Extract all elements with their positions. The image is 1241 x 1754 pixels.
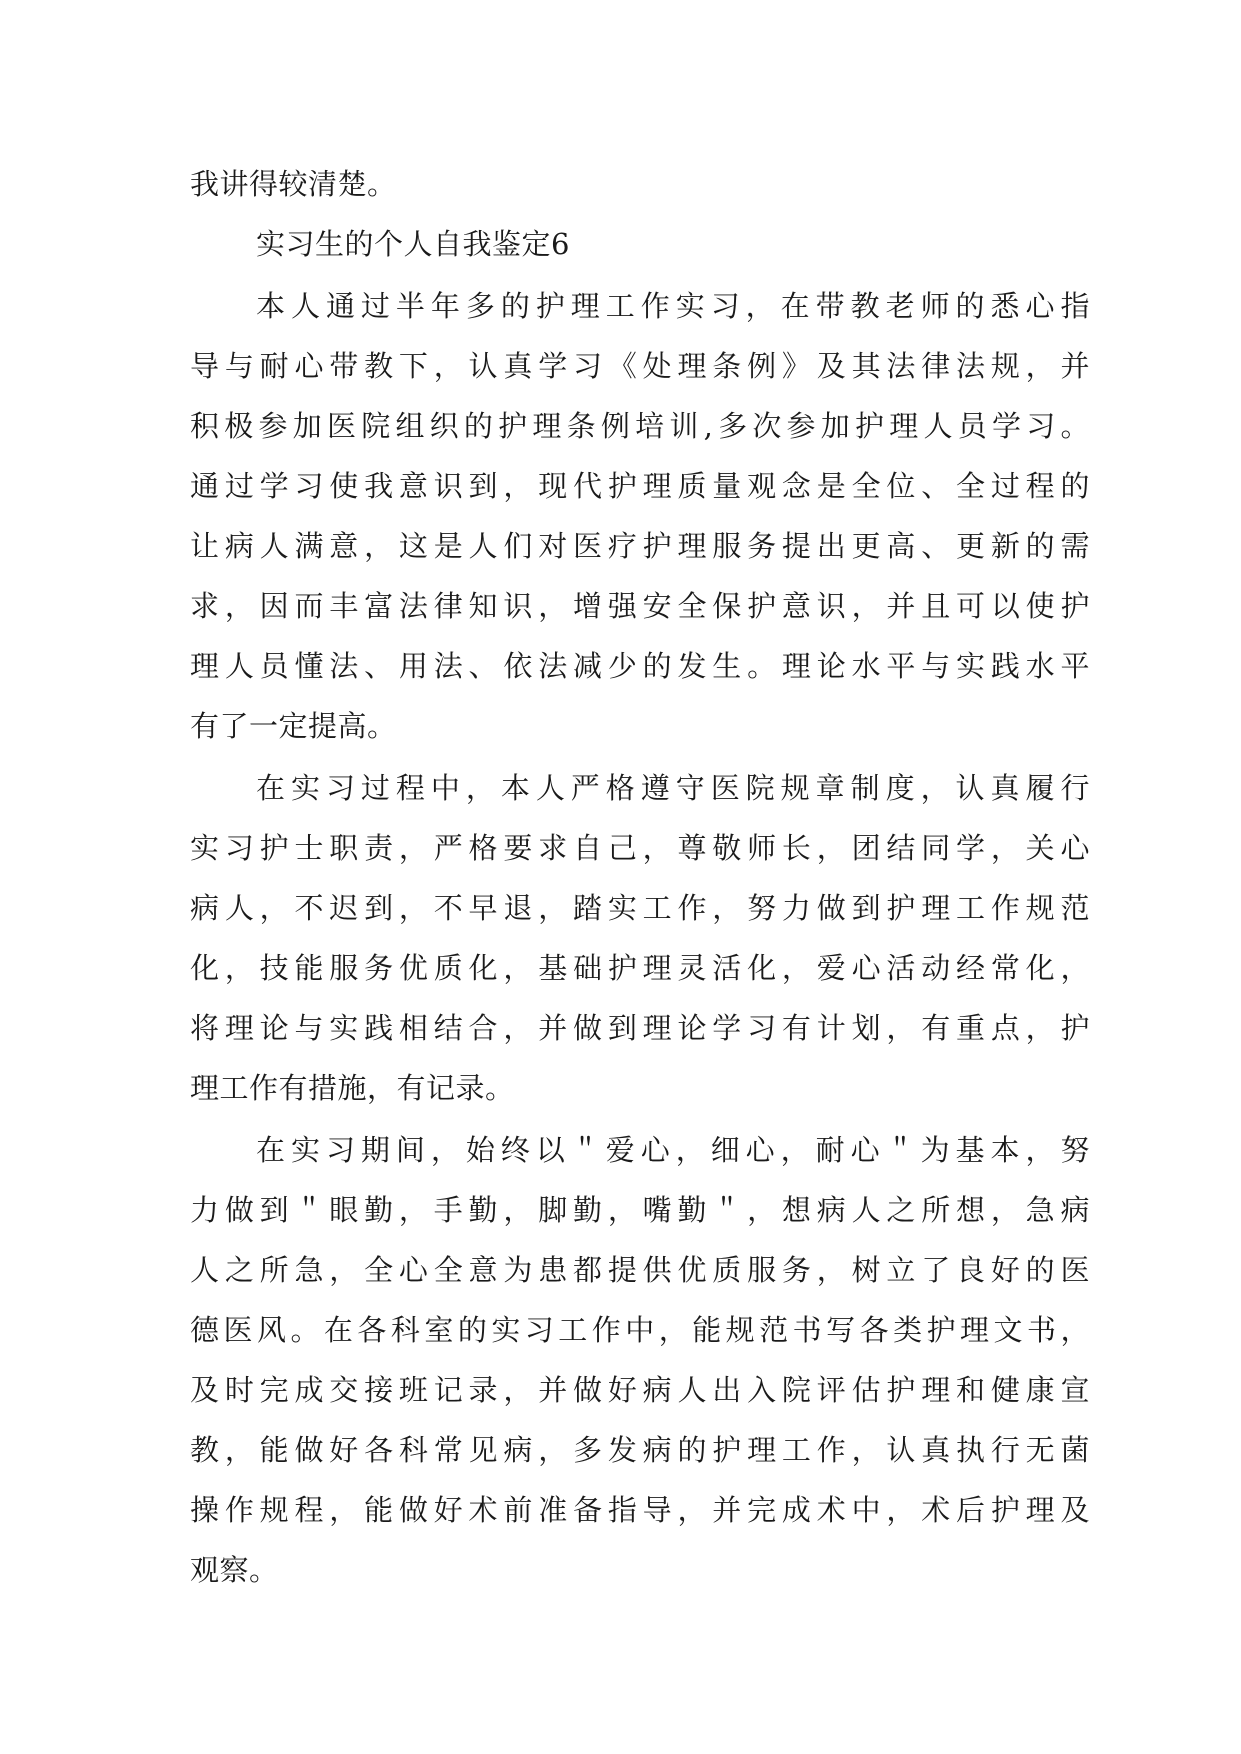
section-heading: 实习生的个人自我鉴定6 xyxy=(256,227,570,261)
text-line: 及时完成交接班记录，并做好病人出入院评估护理和健康宣 xyxy=(190,1373,1090,1407)
text-line: 在实习期间，始终以＂爱心，细心，耐心＂为基本，努 xyxy=(256,1133,1090,1167)
text-line: 有了一定提高。 xyxy=(190,709,397,743)
text-line: 求，因而丰富法律知识，增强安全保护意识，并且可以使护 xyxy=(190,589,1090,623)
text-line: 病人，不迟到，不早退，踏实工作，努力做到护理工作规范 xyxy=(190,891,1090,925)
text-line: 理工作有措施，有记录。 xyxy=(190,1071,515,1105)
text-line: 在实习过程中，本人严格遵守医院规章制度，认真履行 xyxy=(256,771,1090,805)
text-line: 理人员懂法、用法、依法减少的发生。理论水平与实践水平 xyxy=(190,649,1090,683)
text-line: 人之所急，全心全意为患都提供优质服务，树立了良好的医 xyxy=(190,1253,1090,1287)
text-line: 教，能做好各科常见病，多发病的护理工作，认真执行无菌 xyxy=(190,1433,1090,1467)
text-line: 导与耐心带教下，认真学习《处理条例》及其法律法规，并 xyxy=(190,349,1090,383)
text-line: 本人通过半年多的护理工作实习，在带教老师的悉心指 xyxy=(256,289,1090,323)
text-line: 德医风。在各科室的实习工作中，能规范书写各类护理文书， xyxy=(190,1313,1090,1347)
text-line: 操作规程，能做好术前准备指导，并完成术中，术后护理及 xyxy=(190,1493,1090,1527)
text-line: 将理论与实践相结合，并做到理论学习有计划，有重点，护 xyxy=(190,1011,1090,1045)
text-line: 通过学习使我意识到，现代护理质量观念是全位、全过程的 xyxy=(190,469,1090,503)
text-line: 实习护士职责，严格要求自己，尊敬师长，团结同学，关心 xyxy=(190,831,1090,865)
text-line: 观察。 xyxy=(190,1553,279,1587)
text-line: 积极参加医院组织的护理条例培训,多次参加护理人员学习。 xyxy=(190,409,1090,443)
text-line: 化，技能服务优质化，基础护理灵活化，爱心活动经常化， xyxy=(190,951,1090,985)
text-line: 力做到＂眼勤，手勤，脚勤，嘴勤＂，想病人之所想，急病 xyxy=(190,1193,1090,1227)
text-line: 我讲得较清楚。 xyxy=(190,167,397,201)
text-line: 让病人满意，这是人们对医疗护理服务提出更高、更新的需 xyxy=(190,529,1090,563)
